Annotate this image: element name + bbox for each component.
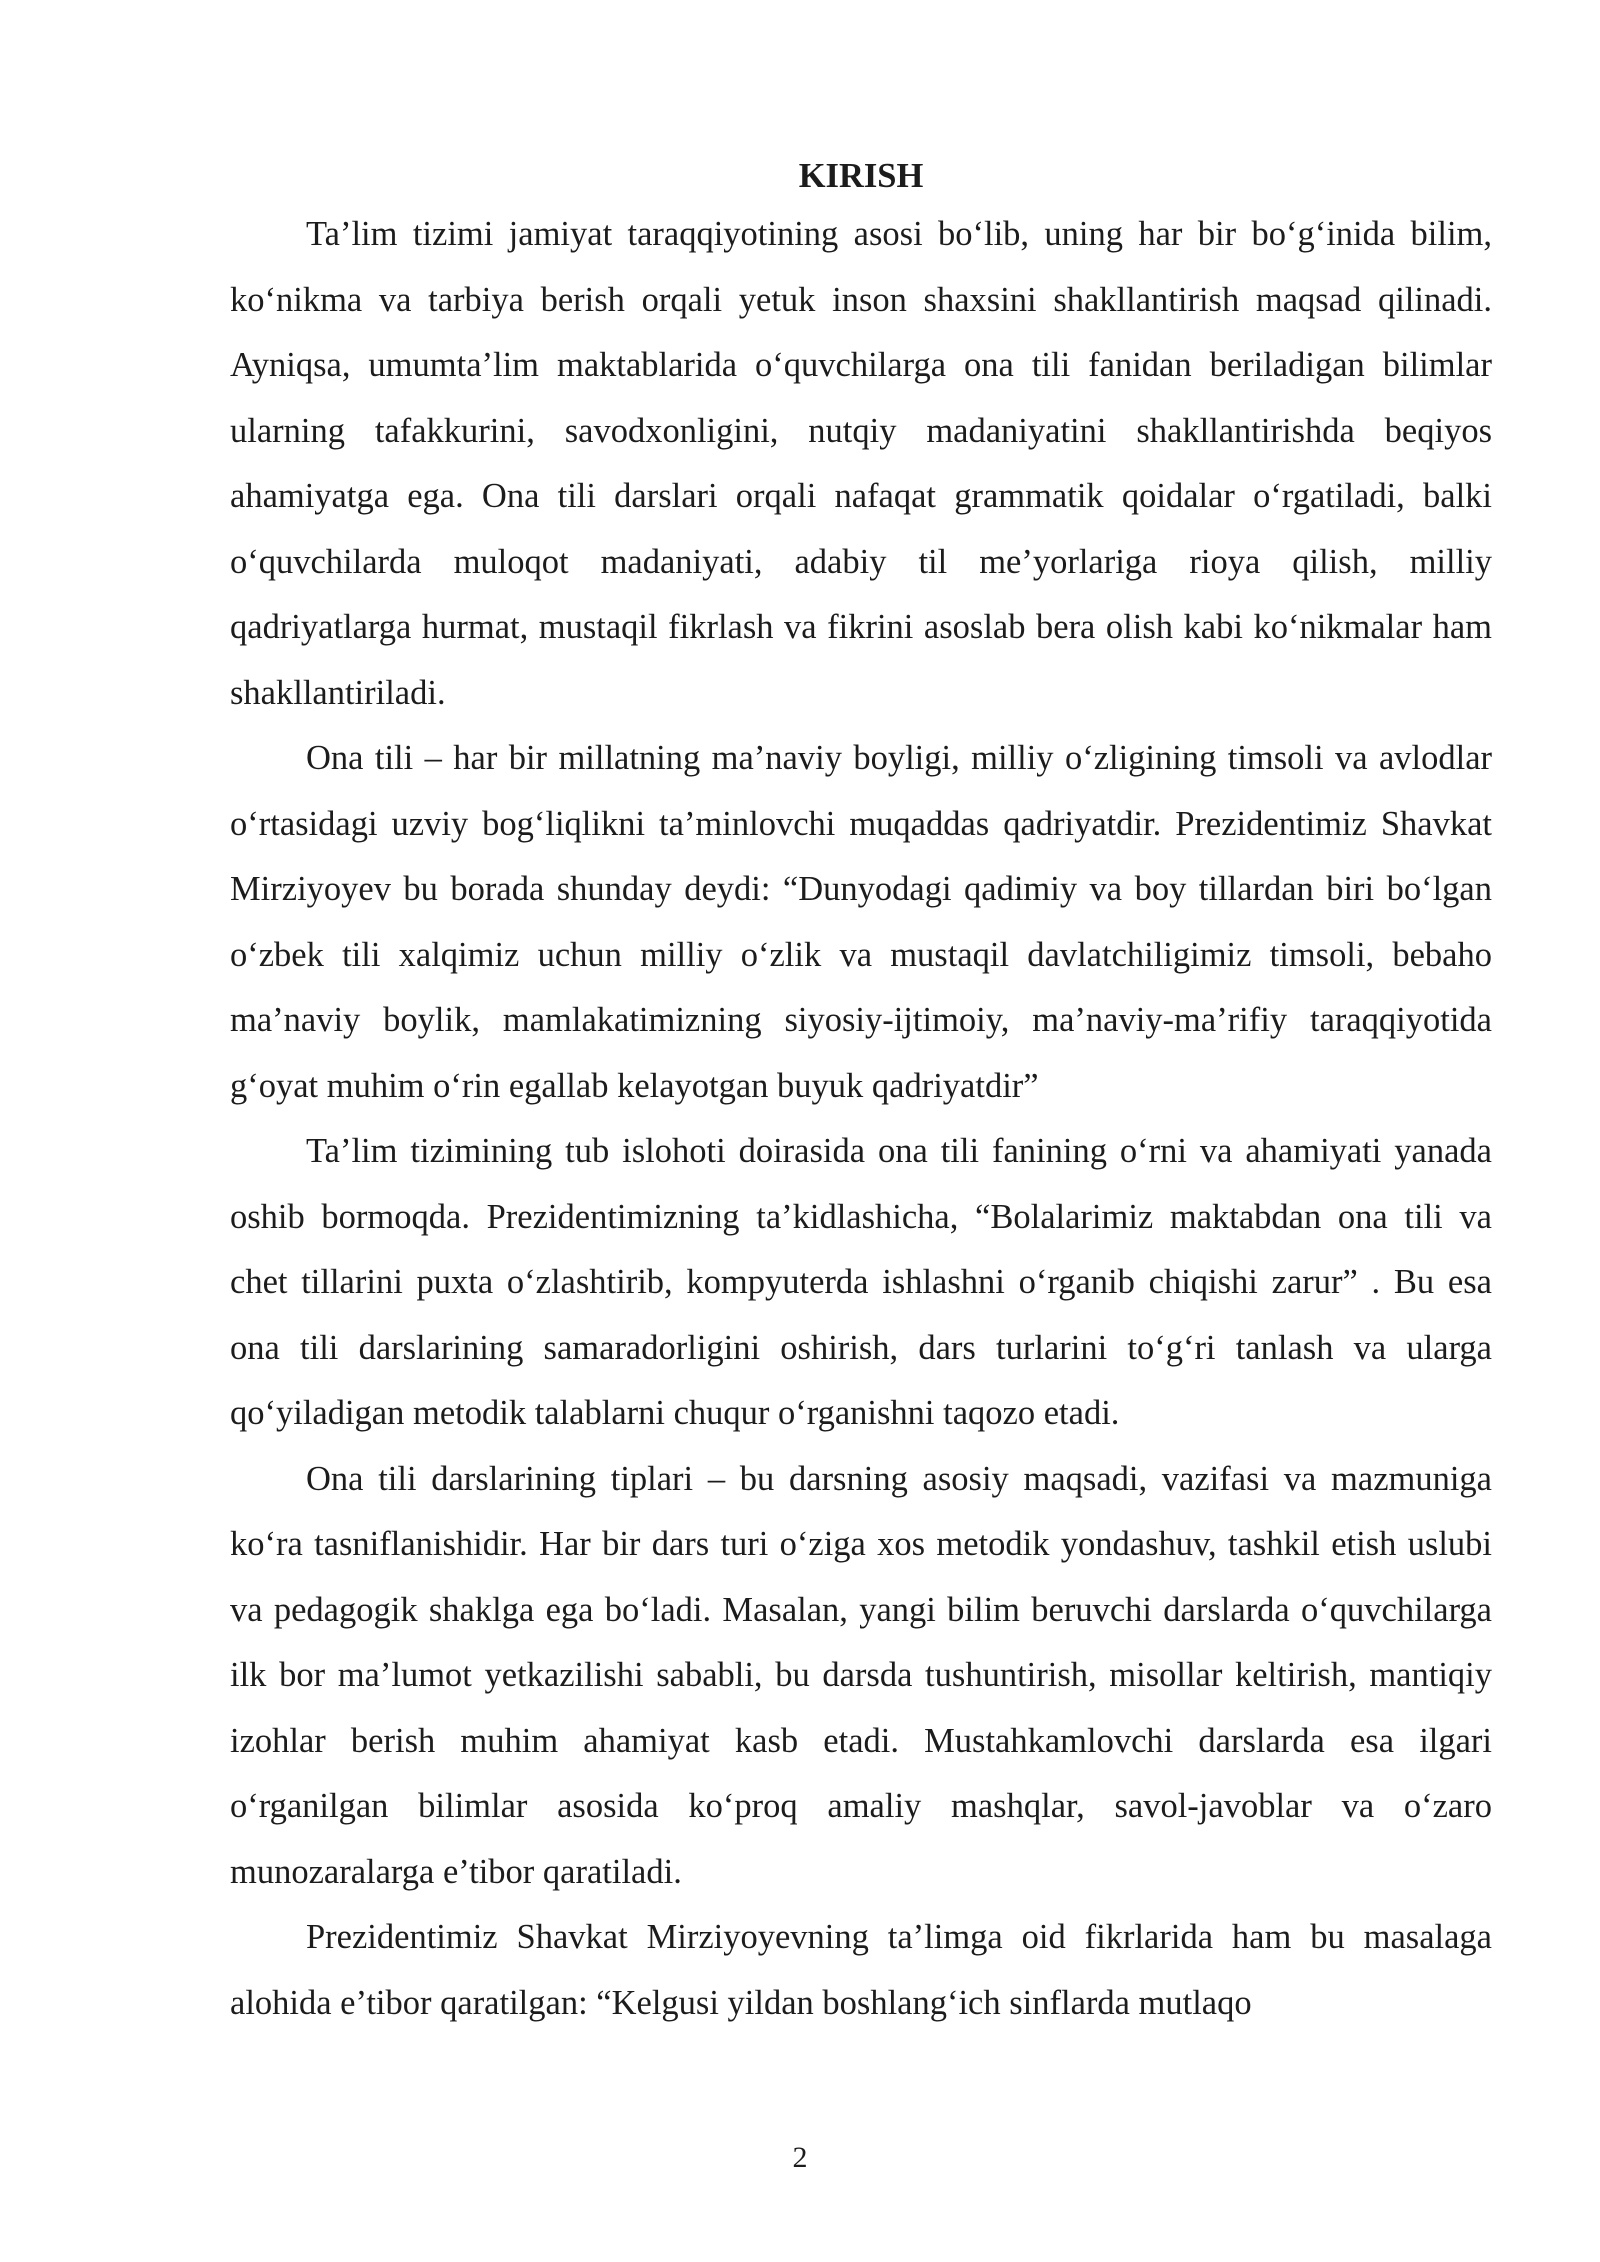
paragraph-4: Ona tili darslarining tiplari – bu darsning asosiy maqsadi, vazifasi va mazmuniga ko‘ra tasniflanishidir. Har bir dars turi o‘ziga xos metodik yondashuv, tashkil etish uslubi va pedagogik shaklga ega bo‘ladi. Masalan, yangi bilim beruvchi darslarda o‘quvchilarga ilk bor ma’lumot yetkazilishi sababli, bu darsda tushuntirish, misollar keltirish, mantiqiy izohlar berish muhim ahamiyat kasb etadi. Mustahkamlovchi darslarda esa ilgari o‘rganilgan bilimlar asosida ko‘proq amaliy mashqlar, savol-javoblar va o‘zaro munozaralarga e’tibor qaratiladi. — [230, 1459, 1492, 1891]
page-number: 2 — [792, 2141, 808, 2174]
section-title: KIRISH — [798, 157, 924, 195]
paragraph-1: Ta’lim tizimi jamiyat taraqqiyotining asosi bo‘lib, uning har bir bo‘g‘inida bilim, ko‘nikma va tarbiya berish orqali yetuk inson shaxsini shakllantirish maqsad qilinadi. Ayniqsa, umumta’lim maktablarida o‘quvchilarga ona tili fanidan beriladigan bilimlar ularning tafakkurini, savodxonligini, nutqiy madaniyatini shakllantirishda beqiyos ahamiyatga ega. Ona tili darslari orqali nafaqat grammatik qoidalar o‘rgatiladi, balki o‘quvchilarda muloqot madaniyati, adabiy til me’yorlariga rioya qilish, milliy qadriyatlarga hurmat, mustaqil fikrlash va fikrini asoslab bera olish kabi ko‘nikmalar ham shakllantiriladi. — [230, 215, 1492, 712]
page-content — [230, 150, 1492, 2036]
paragraph-3: Ta’lim tizimining tub islohoti doirasida ona tili fanining o‘rni va ahamiyati yanada oshib bormoqda. Prezidentimizning ta’kidlashicha, “Bolalarimiz maktabdan ona tili va chet tillarini puxta o‘zlashtirib, kompyuterda ishlashni o‘rganib chiqishi zarur” . Bu esa ona tili darslarining samaradorligini oshirish, dars turlarini to‘g‘ri tanlash va ularga qo‘yiladigan metodik talablarni chuqur o‘rganishni taqozo etadi. — [230, 1132, 1492, 1432]
paragraph-2: Ona tili – har bir millatning ma’naviy boyligi, milliy o‘zligining timsoli va avlodlar o‘rtasidagi uzviy bog‘liqlikni ta’minlovchi muqaddas qadriyatdir. Prezidentimiz Shavkat Mirziyoyev bu borada shunday deydi: “Dunyodagi qadimiy va boy tillardan biri bo‘lgan o‘zbek tili xalqimiz uchun milliy o‘zlik va mustaqil davlatchiligimiz timsoli, bebaho ma’naviy boylik, mamlakatimizning siyosiy-ijtimoiy, ma’naviy-ma’rifiy taraqqiyotida g‘oyat muhim o‘rin egallab kelayotgan buyuk qadriyatdir” — [230, 739, 1492, 1105]
paragraph-5: Prezidentimiz Shavkat Mirziyoyevning ta’limga oid fikrlarida ham bu masalaga alohida e’tibor qaratilgan: “Kelgusi yildan boshlang‘ich sinflarda mutlaqo — [230, 1918, 1492, 2022]
